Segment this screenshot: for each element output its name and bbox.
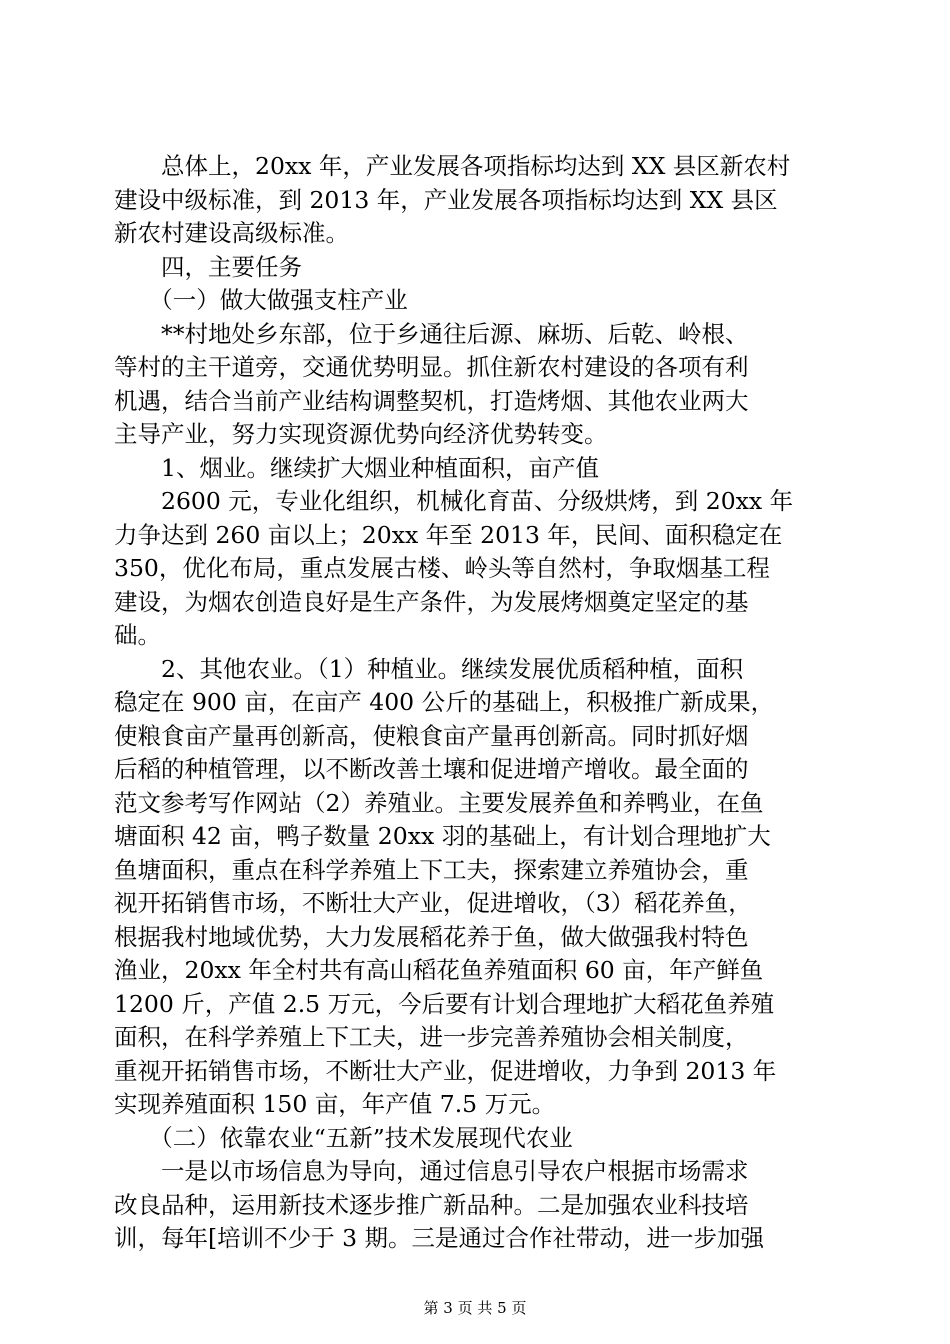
- text-line: 力争达到 260 亩以上；20xx 年至 2013 年，民间、面积稳定在: [114, 520, 783, 549]
- text-line: 1200 斤，产值 2.5 万元，今后要有计划合理地扩大稻花鱼养殖: [114, 989, 775, 1018]
- text-line: 等村的主干道旁，交通优势明显。抓住新农村建设的各项有利: [114, 353, 749, 381]
- text-line: 建设中级标准，到 2013 年，产业发展各项指标均达到 XX 县区: [114, 185, 778, 214]
- text-line: 主导产业，努力实现资源优势向经济优势转变。: [114, 420, 608, 448]
- text-line: 渔业，20xx 年全村共有高山稻花鱼养殖面积 60 亩，年产鲜鱼: [114, 956, 764, 984]
- page-number-footer: 第 3 页 共 5 页: [423, 1299, 527, 1317]
- text-line: 实现养殖面积 150 亩，年产值 7.5 万元。: [114, 1090, 556, 1118]
- text-line: 使粮食亩产量再创新高，使粮食亩产量再创新高。同时抓好烟: [114, 721, 749, 750]
- text-line: 350，优化布局，重点发展古楼、岭头等自然村，争取烟基工程: [114, 554, 770, 582]
- text-line: 机遇，结合当前产业结构调整契机，打造烤烟、其他农业两大: [114, 386, 749, 415]
- text-line: 1、烟业。继续扩大烟业种植面积，亩产值: [114, 453, 599, 482]
- section-heading: 四，主要任务: [114, 252, 302, 281]
- text-line: 视开拓销售市场，不断壮大产业，促进增收，（3）稻花养鱼，: [114, 889, 752, 917]
- text-line: 后稻的种植管理，以不断改善土壤和促进增产增收。最全面的: [114, 755, 749, 783]
- text-line: 根据我村地域优势，大力发展稻花养于鱼，做大做强我村特色: [114, 922, 749, 951]
- text-line: 总体上，20xx 年，产业发展各项指标均达到 XX 县区新农村: [114, 152, 791, 180]
- subsection-heading: （二）依靠农业“五新”技术发展现代农业: [114, 1123, 573, 1152]
- text-line: 稳定在 900 亩，在亩产 400 公斤的基础上，积极推广新成果，: [114, 688, 775, 716]
- text-line: **村地处乡东部，位于乡通往后源、麻坜、后乾、岭根、: [114, 319, 749, 348]
- text-line: 础。: [114, 621, 161, 649]
- text-line: 塘面积 42 亩，鸭子数量 20xx 羽的基础上，有计划合理地扩大: [114, 822, 771, 850]
- document-body: [114, 150, 834, 1256]
- text-line: 重视开拓销售市场，不断壮大产业，促进增收，力争到 2013 年: [114, 1056, 777, 1085]
- text-line: 训，每年[培训不少于 3 期。三是通过合作社带动，进一步加强: [114, 1224, 765, 1252]
- text-line: 鱼塘面积，重点在科学养殖上下工夫，探索建立养殖协会，重: [114, 855, 749, 884]
- text-line: 一是以市场信息为导向，通过信息引导农户根据市场需求: [114, 1157, 749, 1185]
- text-line: 面积，在科学养殖上下工夫，进一步完善养殖协会相关制度，: [114, 1023, 749, 1051]
- text-line: 2600 元，专业化组织，机械化育苗、分级烘烤，到 20xx 年: [114, 487, 794, 515]
- text-line: 新农村建设高级标准。: [114, 219, 349, 247]
- text-line: 2、其他农业。（1）种植业。继续发展优质稻种植，面积: [114, 654, 744, 683]
- subsection-heading: （一）做大做强支柱产业: [114, 286, 408, 314]
- text-line: 改良品种，运用新技术逐步推广新品种。二是加强农业科技培: [114, 1190, 749, 1219]
- text-line: 建设，为烟农创造良好是生产条件，为发展烤烟奠定坚定的基: [114, 587, 749, 616]
- text-line: 范文参考写作网站（2）养殖业。主要发展养鱼和养鸭业，在鱼: [114, 788, 764, 817]
